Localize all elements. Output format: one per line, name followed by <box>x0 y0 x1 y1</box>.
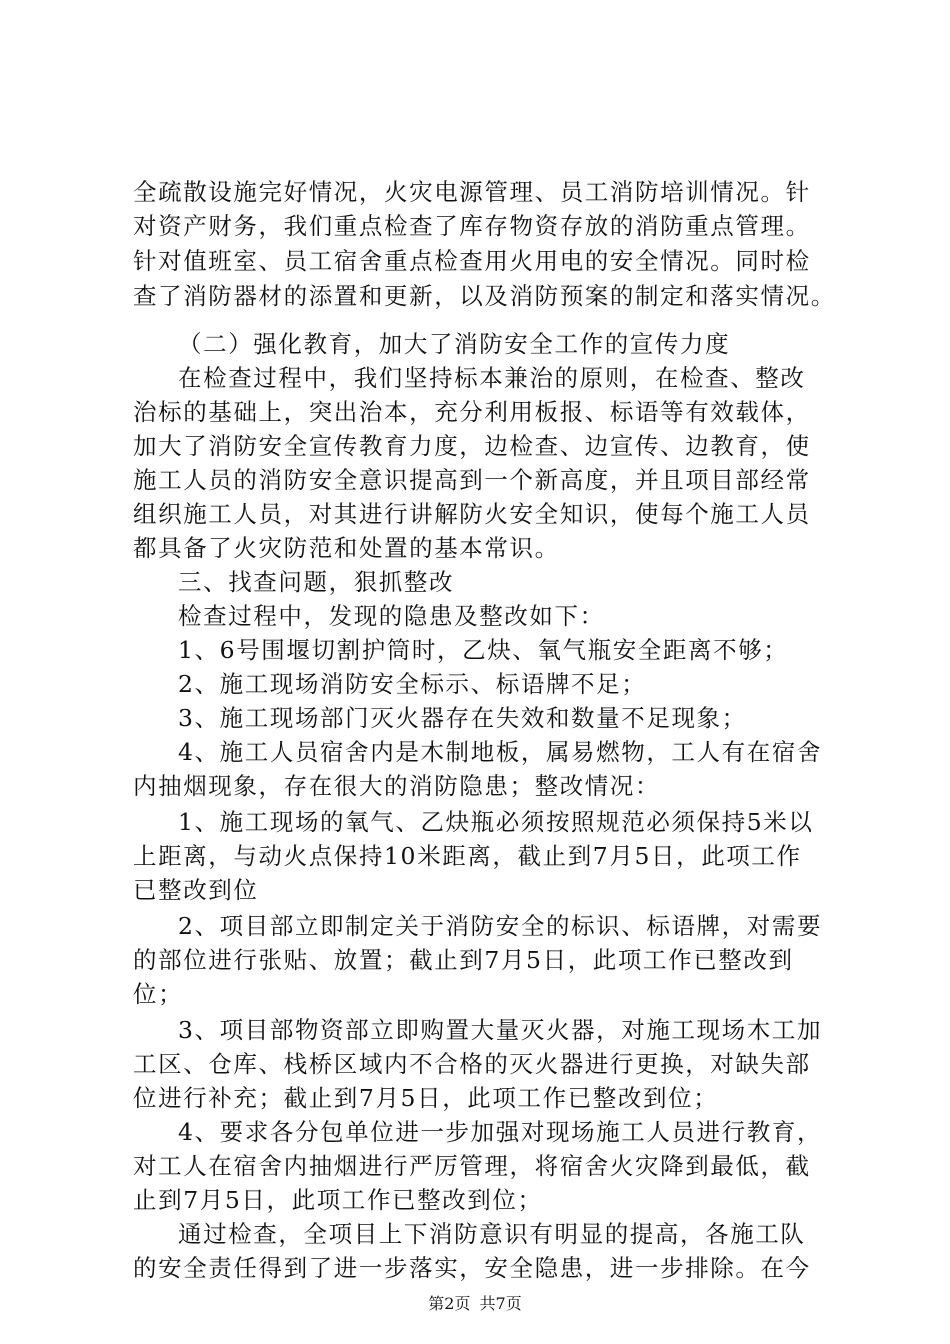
list-item: 3、项目部物资部立即购置大量灭火器，对施工现场木工加 <box>178 1016 823 1044</box>
body-text-line: 全疏散设施完好情况，火灾电源管理、员工消防培训情况。针 <box>133 178 811 206</box>
list-item: 已整改到位 <box>133 876 259 904</box>
body-text-line: 检查过程中，发现的隐患及整改如下： <box>178 602 605 630</box>
page-total: 共7页 <box>479 1294 522 1313</box>
section-heading: 三、找查问题，狠抓整改 <box>178 568 455 596</box>
list-item: 内抽烟现象，存在很大的消防隐患；整改情况： <box>133 772 661 800</box>
body-text-line: 的安全责任得到了进一步落实，安全隐患，进一步排除。在今 <box>133 1254 811 1282</box>
list-item: 1、施工现场的氧气、乙炔瓶必须按照规范必须保持5米以 <box>178 808 814 836</box>
list-item: 位； <box>133 980 184 1008</box>
body-text-line: 都具备了火灾防范和处置的基本常识。 <box>133 534 560 562</box>
body-text-line: 加大了消防安全宣传教育力度，边检查、边宣传、边教育，使 <box>133 432 811 460</box>
list-item: 工区、仓库、栈桥区域内不合格的灭火器进行更换，对缺失部 <box>133 1050 811 1078</box>
body-text-line: 治标的基础上，突出治本，充分利用板报、标语等有效载体， <box>133 398 811 426</box>
list-item: 上距离，与动火点保持10米距离，截止到7月5日，此项工作 <box>133 842 802 870</box>
list-item: 位进行补充；截止到7月5日，此项工作已整改到位； <box>133 1084 719 1112</box>
list-item: 4、施工人员宿舍内是木制地板，属易燃物，工人有在宿舍 <box>178 738 823 766</box>
body-text-line: 组织施工人员，对其进行讲解防火安全知识，使每个施工人员 <box>133 500 811 528</box>
body-text-line: 针对值班室、员工宿舍重点检查用火用电的安全情况。同时检 <box>133 247 811 275</box>
list-item: 止到7月5日，此项工作已整改到位； <box>133 1186 543 1214</box>
body-text-line: 在检查过程中，我们坚持标本兼治的原则，在检查、整改 <box>178 364 806 392</box>
list-item: 3、施工现场部门灭火器存在失效和数量不足现象； <box>178 704 747 732</box>
list-item: 2、施工现场消防安全标示、标语牌不足； <box>178 670 647 698</box>
body-text-line: 通过检查，全项目上下消防意识有明显的提高，各施工队 <box>178 1220 806 1248</box>
list-item: 1、6号围堰切割护筒时，乙炔、氧气瓶安全距离不够； <box>178 636 789 664</box>
list-item: 对工人在宿舍内抽烟进行严厉管理，将宿舍火灾降到最低，截 <box>133 1152 811 1180</box>
list-item: 2、项目部立即制定关于消防安全的标识、标语牌，对需要 <box>178 912 823 940</box>
body-text-line: 对资产财务，我们重点检查了库存物资存放的消防重点管理。 <box>133 212 811 240</box>
list-item: 的部位进行张贴、放置；截止到7月5日，此项工作已整改到 <box>133 946 794 974</box>
page-number: 第2页 <box>428 1294 471 1313</box>
list-item: 4、要求各分包单位进一步加强对现场施工人员进行教育， <box>178 1118 823 1146</box>
body-text-line: 查了消防器材的添置和更新，以及消防预案的制定和落实情况。 <box>133 282 836 310</box>
section-heading: （二）强化教育，加大了消防安全工作的宣传力度 <box>178 330 731 358</box>
page-footer <box>0 1294 950 1314</box>
body-text-line: 施工人员的消防安全意识提高到一个新高度，并且项目部经常 <box>133 466 811 494</box>
